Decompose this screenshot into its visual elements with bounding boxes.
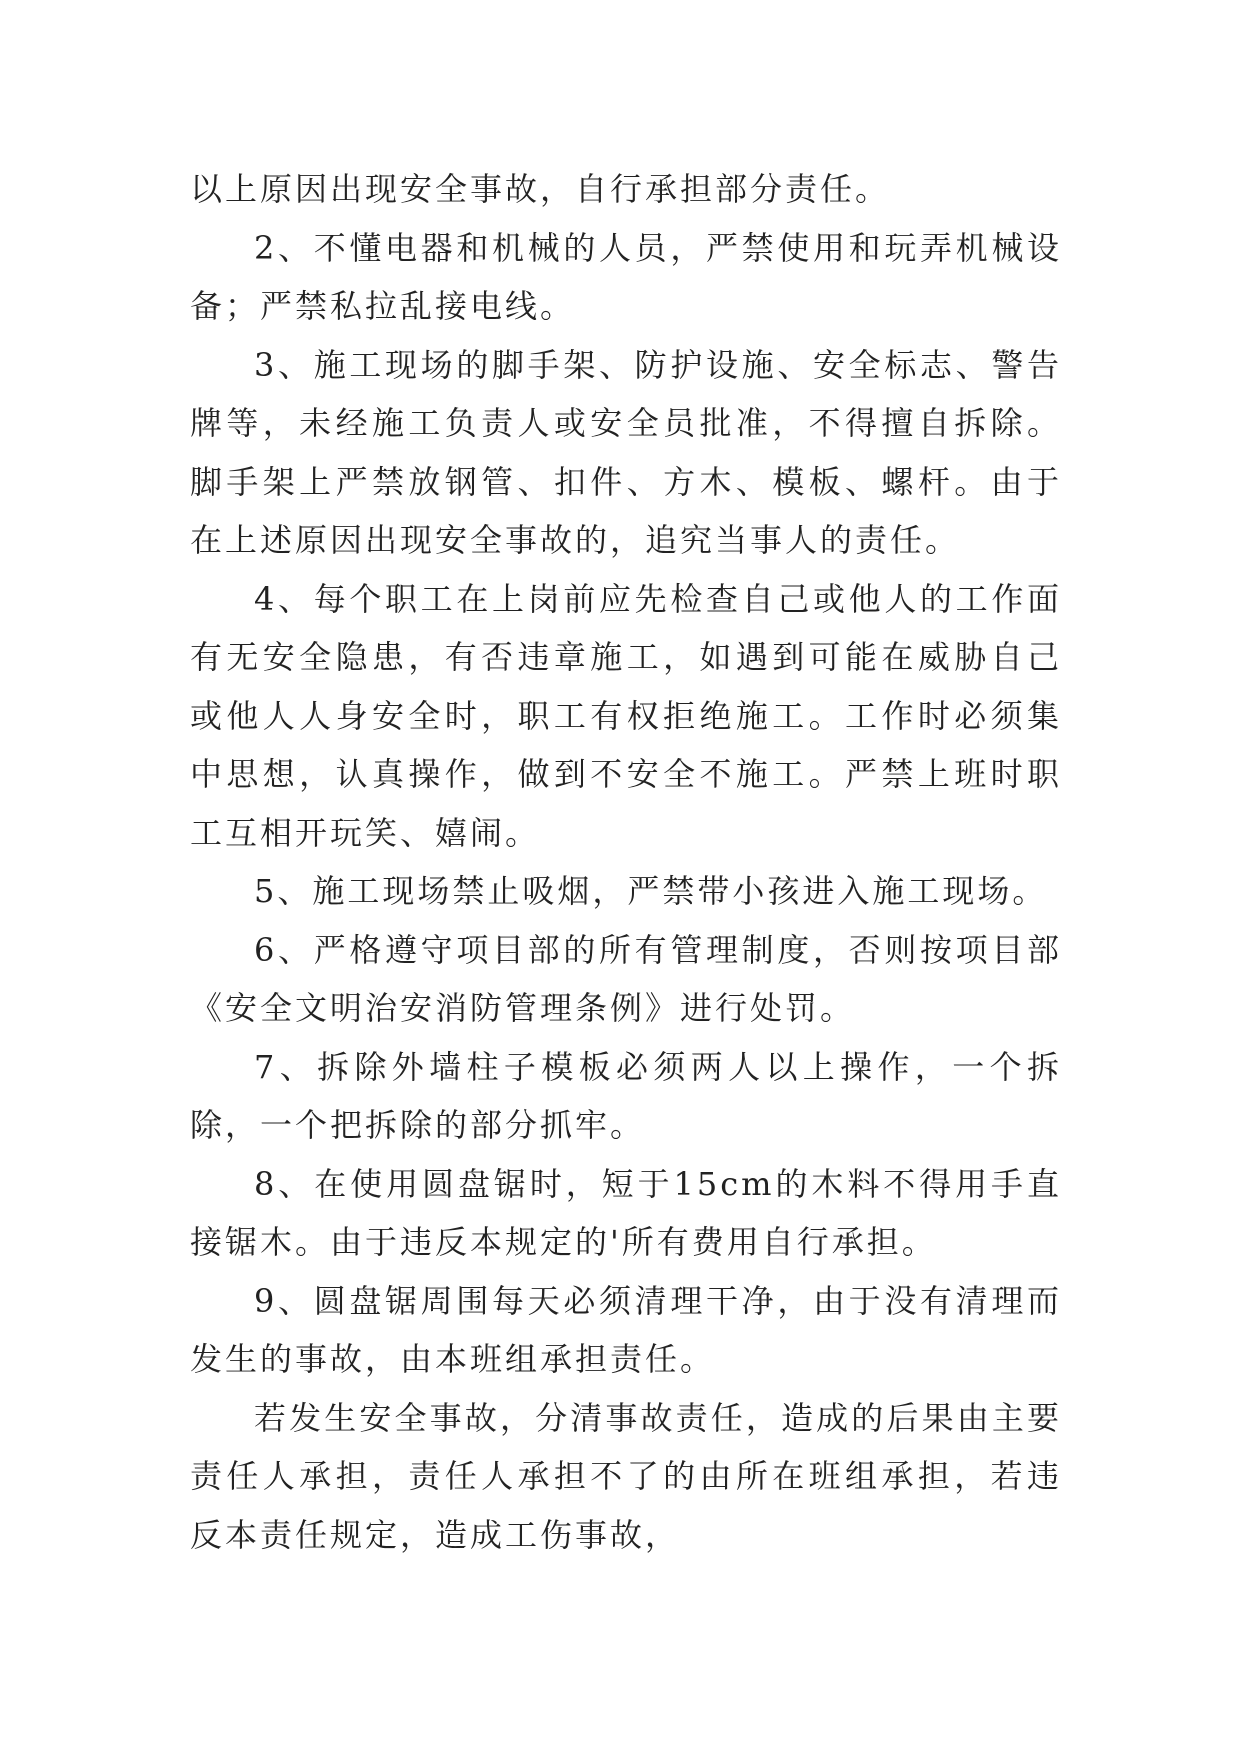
paragraph-continuation: 以上原因出现安全事故，自行承担部分责任。	[190, 170, 891, 208]
paragraph-item-9: 9、圆盘锯周围每天必须清理干净，由于没有清理而发生的事故，由本班组承担责任。	[190, 1281, 1062, 1378]
paragraph-item-7: 7、拆除外墙柱子模板必须两人以上操作，一个拆除，一个把拆除的部分抓牢。	[190, 1047, 1062, 1144]
paragraph-item-8: 8、在使用圆盘锯时，短于15cm的木料不得用手直接锯木。由于违反本规定的'所有费用自行承担。	[190, 1164, 1062, 1261]
paragraph-item-3: 3、施工现场的脚手架、防护设施、安全标志、警告牌等，未经施工负责人或安全员批准，不得擅自拆除。脚手架上严禁放钢管、扣件、方木、模板、螺杆。由于在上述原因出现安全事故的，追究当事人的责任。	[190, 345, 1062, 559]
paragraph-closing: 若发生安全事故，分清事故责任，造成的后果由主要责任人承担，责任人承担不了的由所在班组承担，若违反本责任规定，造成工伤事故，	[190, 1398, 1062, 1554]
paragraph-item-6: 6、严格遵守项目部的所有管理制度，否则按项目部《安全文明治安消防管理条例》进行处罚。	[190, 930, 1062, 1027]
paragraph-item-4: 4、每个职工在上岗前应先检查自己或他人的工作面有无安全隐患，有否违章施工，如遇到可能在威胁自己或他人人身安全时，职工有权拒绝施工。工作时必须集中思想，认真操作，做到不安全不施工。严禁上班时职工互相开玩笑、嬉闹。	[190, 579, 1062, 852]
paragraph-item-2: 2、不懂电器和机械的人员，严禁使用和玩弄机械设备；严禁私拉乱接电线。	[190, 228, 1062, 325]
paragraph-item-5: 5、施工现场禁止吸烟，严禁带小孩进入施工现场。	[254, 872, 1048, 910]
document-body	[190, 160, 1062, 1564]
